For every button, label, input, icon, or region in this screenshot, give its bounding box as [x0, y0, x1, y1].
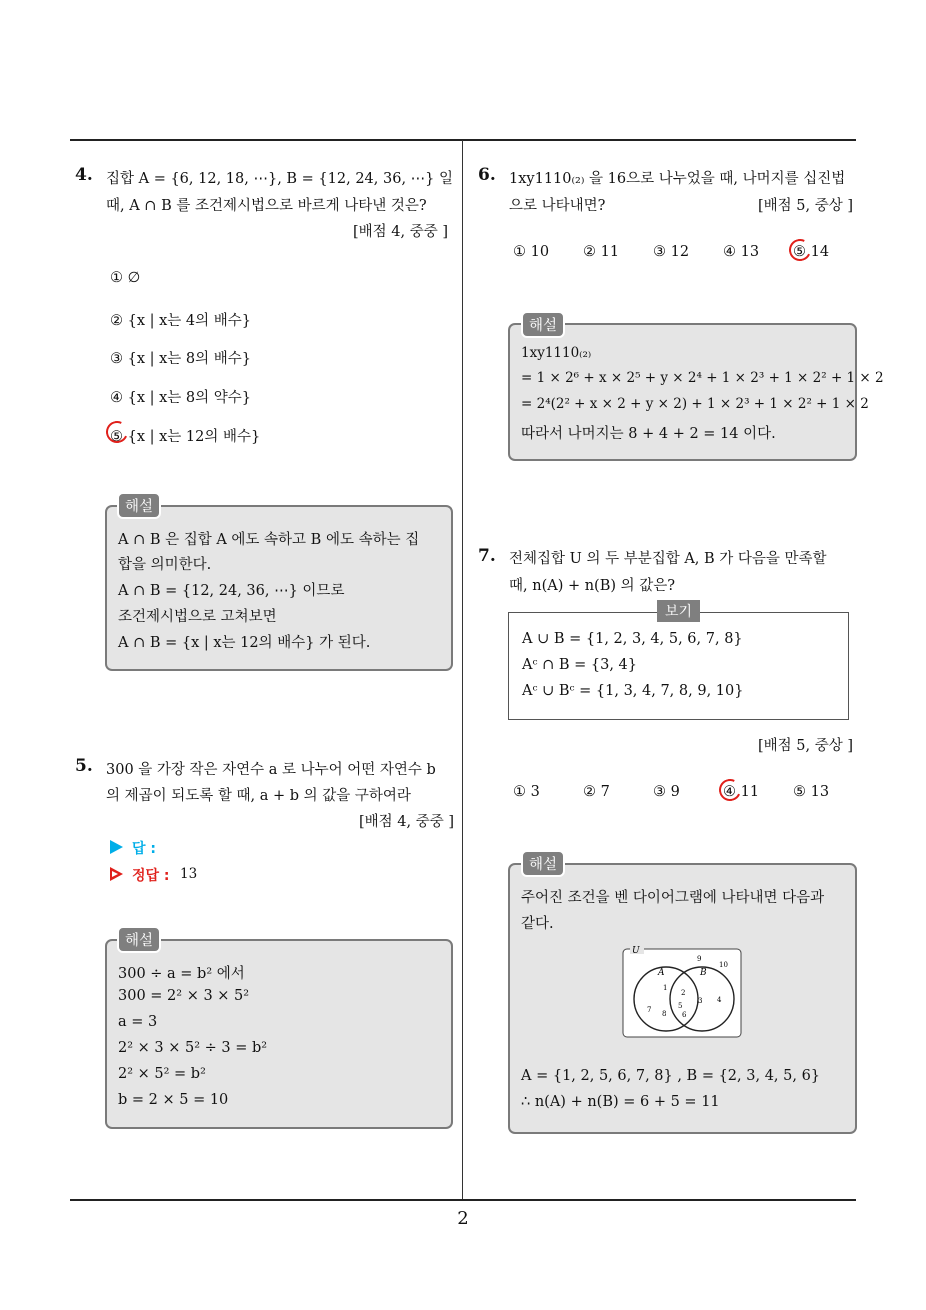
q7-choice-2[interactable]: ② 7 [583, 784, 610, 800]
q7-text-line1: 전체집합 U 의 두 부분집합 A, B 가 다음을 만족할 [509, 551, 827, 567]
page-number: 2 [457, 1208, 469, 1229]
q6-solution-line3: = 2⁴(2² + x × 2 + y × 2) + 1 × 2³ + 1 × 2² + 1 × 2 [521, 396, 869, 412]
venn-label-b: B [700, 968, 707, 978]
q6-solution-line4: 따라서 나머지는 8 + 4 + 2 = 14 이다. [521, 426, 776, 442]
q4-solution-tag: 해설 [117, 492, 161, 519]
q5-solution-tag: 해설 [117, 926, 161, 953]
q5-solution-line3: a = 3 [118, 1014, 158, 1030]
q5-solution-line4: 2² × 3 × 5² ÷ 3 = b² [118, 1040, 268, 1056]
q4-choice-1[interactable]: ① ∅ [110, 270, 141, 286]
q6-choice-3[interactable]: ③ 12 [653, 244, 690, 260]
venn-both-5: 5 [678, 1002, 683, 1010]
q4-text-line1: 집합 A = {6, 12, 18, ⋯}, B = {12, 24, 36, ⋯} 일 [106, 171, 454, 187]
venn-outside-9: 9 [697, 955, 702, 963]
top-rule [70, 139, 856, 141]
venn-label-u: U [632, 946, 640, 956]
correct-triangle-inner [112, 871, 118, 877]
venn-diagram [618, 945, 748, 1041]
q5-solution-line1: 300 ÷ a = b² 에서 [118, 966, 245, 982]
venn-outside-10: 10 [719, 961, 728, 969]
q5-answer-label: 답 : [132, 841, 156, 857]
q6-solution-line1: 1xy1110₍₂₎ [521, 345, 592, 361]
q6-text-line1: 1xy1110₍₂₎ 을 16으로 나누었을 때, 나머지를 십진법 [509, 171, 846, 187]
venn-label-a: A [658, 968, 665, 978]
q6-choice-5[interactable]: ⑤ 14 [793, 244, 830, 260]
q4-solution-line5: A ∩ B = {x | x는 12의 배수} 가 된다. [118, 635, 371, 651]
q5-text-line1: 300 을 가장 작은 자연수 a 로 나누어 어떤 자연수 b [106, 762, 436, 778]
q7-solution-end-line1: A = {1, 2, 5, 6, 7, 8} , B = {2, 3, 4, 5, 6} [521, 1068, 821, 1084]
q7-choice-4[interactable]: ④ 11 [723, 784, 760, 800]
q7-bogi-line1: A ∪ B = {1, 2, 3, 4, 5, 6, 7, 8} [522, 631, 743, 647]
q7-number: 7. [478, 546, 496, 566]
q7-solution-intro-line2: 같다. [521, 916, 554, 932]
q4-solution-line2: 합을 의미한다. [118, 557, 212, 573]
q6-solution-tag: 해설 [521, 311, 565, 338]
q5-correct-label: 정답 : [132, 868, 170, 884]
q4-choice-3[interactable]: ③ {x | x는 8의 배수} [110, 351, 251, 367]
q4-score: [배점 4, 중중 ] [352, 224, 448, 240]
q7-bogi-line2: Aᶜ ∩ B = {3, 4} [522, 657, 638, 673]
answer-triangle-icon [110, 840, 123, 854]
q7-text-line2: 때, n(A) + n(B) 의 값은? [509, 578, 676, 594]
q6-choice-4[interactable]: ④ 13 [723, 244, 760, 260]
q7-solution-tag: 해설 [521, 850, 565, 877]
q7-choice-3[interactable]: ③ 9 [653, 784, 680, 800]
q4-solution-line3: A ∩ B = {12, 24, 36, ⋯} 이므로 [118, 583, 345, 599]
q7-bogi-tag: 보기 [657, 600, 700, 622]
q4-solution-line4: 조건제시법으로 고쳐보면 [118, 609, 277, 625]
q4-solution-line1: A ∩ B 은 집합 A 에도 속하고 B 에도 속하는 집 [118, 532, 420, 548]
q6-text-line2: 으로 나타내면? [509, 198, 606, 214]
q5-number: 5. [75, 756, 93, 776]
q7-bogi-line3: Aᶜ ∪ Bᶜ = {1, 3, 4, 7, 8, 9, 10} [522, 683, 744, 699]
q4-choice-2[interactable]: ② {x | x는 4의 배수} [110, 313, 251, 329]
venn-only-a-1: 1 [663, 984, 668, 992]
q5-text-line2: 의 제곱이 되도록 할 때, a + b 의 값을 구하여라 [106, 788, 411, 804]
q7-choice-1[interactable]: ① 3 [513, 784, 540, 800]
venn-only-b-3: 3 [698, 997, 703, 1005]
q6-number: 6. [478, 165, 496, 185]
bottom-rule [70, 1199, 856, 1201]
q5-solution-line5: 2² × 5² = b² [118, 1066, 206, 1082]
venn-both-2: 2 [681, 989, 686, 997]
q7-solution-end-line2: ∴ n(A) + n(B) = 6 + 5 = 11 [521, 1094, 720, 1110]
q6-solution-line2: = 1 × 2⁶ + x × 2⁵ + y × 2⁴ + 1 × 2³ + 1 × 2² + 1 × 2 [521, 370, 884, 386]
q7-score: [배점 5, 중상 ] [757, 738, 853, 754]
q4-choice-4[interactable]: ④ {x | x는 8의 약수} [110, 390, 251, 406]
q6-score: [배점 5, 중상 ] [757, 198, 853, 214]
q5-score: [배점 4, 중중 ] [358, 814, 454, 830]
q4-choice-5[interactable]: ⑤ {x | x는 12의 배수} [110, 429, 261, 445]
q7-choice-5[interactable]: ⑤ 13 [793, 784, 830, 800]
q5-correct-value: 13 [180, 866, 198, 882]
q6-choice-1[interactable]: ① 10 [513, 244, 550, 260]
venn-both-6: 6 [682, 1011, 687, 1019]
column-divider [462, 140, 463, 1201]
venn-only-a-7: 7 [647, 1006, 652, 1014]
q6-choice-2[interactable]: ② 11 [583, 244, 620, 260]
venn-only-a-8: 8 [662, 1010, 667, 1018]
q4-text-line2: 때, A ∩ B 를 조건제시법으로 바르게 나타낸 것은? [106, 198, 427, 214]
q4-number: 4. [75, 165, 93, 185]
q7-solution-intro-line1: 주어진 조건을 벤 다이어그램에 나타내면 다음과 [521, 890, 825, 906]
q5-solution-line6: b = 2 × 5 = 10 [118, 1092, 229, 1108]
venn-only-b-4: 4 [717, 996, 722, 1004]
q5-solution-line2: 300 = 2² × 3 × 5² [118, 988, 250, 1004]
